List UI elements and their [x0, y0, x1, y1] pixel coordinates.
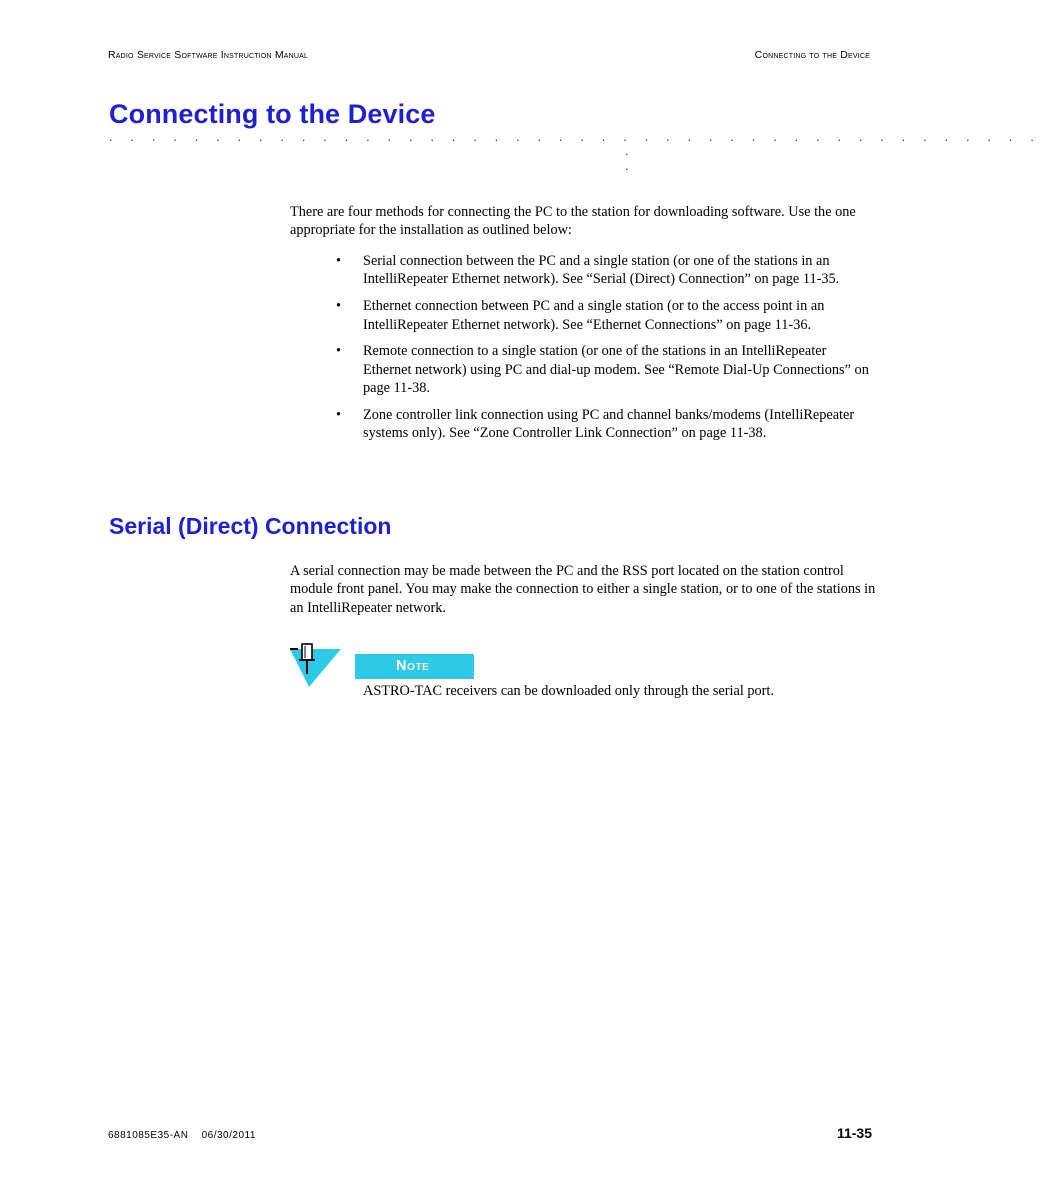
bullet-icon: • — [336, 298, 342, 315]
title-rule-dot: . — [625, 158, 629, 173]
title-rule-dot: . — [625, 143, 629, 158]
section-heading: Serial (Direct) Connection — [109, 513, 392, 539]
running-header-right: Connecting to the Device — [754, 49, 870, 61]
list-item — [336, 342, 876, 397]
footer-doc-info — [108, 1130, 256, 1141]
bullet-icon: • — [336, 407, 342, 424]
list-item-text: Serial connection between the PC and a single station (or one of the stations in an IntelliRepeater Ethernet network). See “Serial (Direct) Connection” on page 11-35. — [363, 253, 840, 288]
title-dotted-rule: . . . . . . . . . . . . . . . . . . . . . . . . . . . . . . . . . . . . . . . . . . . . — [109, 129, 1041, 144]
list-item — [336, 297, 876, 334]
bullet-icon: • — [336, 253, 342, 269]
running-header-left: Radio Service Software Instruction Manual — [108, 49, 309, 61]
bullet-icon: • — [336, 343, 342, 360]
list-item — [336, 252, 876, 289]
methods-list — [336, 252, 876, 451]
list-item — [336, 406, 876, 443]
footer-doc-number: 6881085E35-AN — [108, 1130, 189, 1141]
note-text: ASTRO-TAC receivers can be downloaded only through the serial port. — [363, 683, 774, 699]
list-item-text: Remote connection to a single station (or one of the stations in an IntelliRepeater Ethernet network) using PC and dial-up modem. See “Remote Dial-Up Connections” on page 11-38. — [363, 343, 869, 397]
pushpin-note-icon — [288, 643, 344, 689]
intro-paragraph: There are four methods for connecting the PC to the station for downloading software. Use the one appropriate for the installation as outlined below: — [290, 204, 856, 239]
note-label: Note — [355, 654, 474, 679]
page-number: 11-35 — [836, 1125, 872, 1141]
footer-date: 06/30/2011 — [201, 1130, 256, 1141]
section-paragraph: A serial connection may be made between the PC and the RSS port located on the station control module front panel. You may make the connection to either a single station, or to one of the stations in an IntelliRepeater network. — [290, 563, 876, 616]
list-item-text: Zone controller link connection using PC and channel banks/modems (IntelliRepeater systems only). See “Zone Controller Link Connection” on page 11-38. — [363, 407, 855, 442]
list-item-text: Ethernet connection between PC and a single station (or to the access point in an IntelliRepeater Ethernet network). See “Ethernet Connections” on page 11-36. — [363, 298, 825, 333]
page-title: Connecting to the Device — [109, 99, 436, 129]
